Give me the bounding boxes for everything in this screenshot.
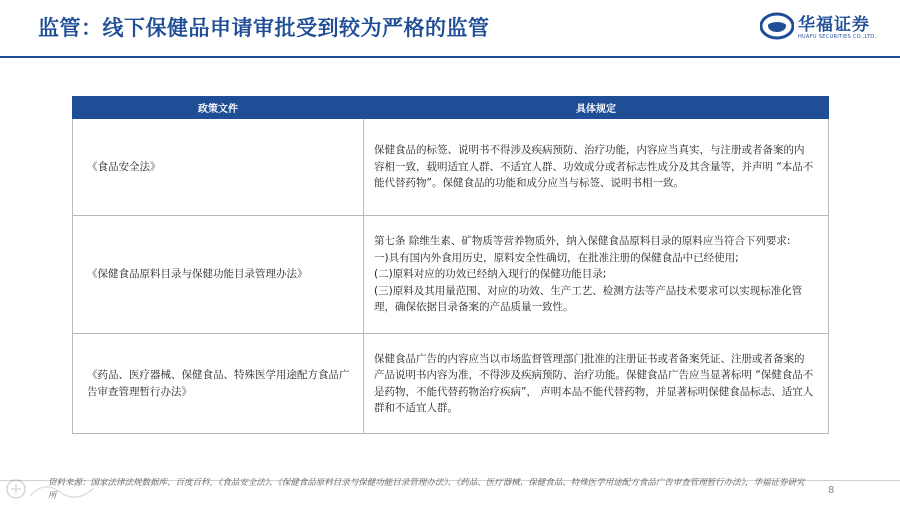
huafu-logo-icon	[760, 12, 794, 40]
source-note: 资料来源：国家法律法规数据库、百度百科，《食品安全法》、《保健食品原料目录与保健功能目录管理办法》、《药品、医疗器械、保健食品、特殊医学用途配方食品广告审查管理暂行办法》，华福证券研究所	[48, 478, 805, 501]
provision-text: 第七条 除维生素、矿物质等营养物质外，纳入保健食品原料目录的原料应当符合下列要求:	[374, 235, 791, 248]
policy-table	[72, 96, 829, 434]
policy-document-cell: 《药品、医疗器械、保健食品、特殊医学用途配方食品广告审查管理暂行办法》	[73, 334, 364, 434]
brand-name: 华福证券	[798, 15, 870, 35]
provision-cell	[364, 119, 829, 216]
provision-text: (二)原料对应的功效已经纳入现行的保健功能目录;	[374, 268, 607, 281]
page-title: 监管：线下保健品申请审批受到较为严格的监管	[38, 16, 490, 40]
provision-cell	[364, 334, 829, 434]
brand-logo	[760, 10, 888, 46]
provision-text: 一)具有国内外食用历史，原料安全性确切，在批准注册的保健食品中已经使用;	[374, 251, 739, 264]
policy-document-cell: 《保健食品原料目录与保健功能目录管理办法》	[73, 216, 364, 334]
title-divider	[0, 56, 900, 58]
provision-cell	[364, 216, 829, 334]
provision-text: (三)原料及其用量范围、对应的功效、生产工艺、检测方法等产品技术要求可以实现标准化管理，确保依据目录备案的产品质量一致性。	[374, 284, 803, 314]
header-policy-document: 政策文件	[73, 97, 364, 119]
table-header-row	[73, 97, 829, 119]
page-number: 8	[828, 485, 835, 496]
provision-text: 保健食品广告的内容应当以市场监督管理部门批准的注册证书或者备案凭证、注册或者备案的产品说明书内容为准，不得涉及疾病预防、治疗功能。保健食品广告应当显著标明 “保健食品不是药物，不能代替药物治疗疾病”， 声明本品不能代替药物，并显著标明保健食品标志、适宜人群和不适宜人群。	[374, 352, 814, 414]
header-specific-provisions: 具体规定	[364, 97, 829, 119]
table-row	[73, 334, 829, 434]
table-row	[73, 216, 829, 334]
table-row	[73, 119, 829, 216]
policy-document-cell: 《食品安全法》	[73, 119, 364, 216]
provision-text: 保健食品的标签、说明书不得涉及疾病预防、治疗功能，内容应当真实，与注册或者备案的内容相一致，载明适宜人群、不适宜人群、功效成分或者标志性成分及其含量等，并声明 “本品不能代替药物”。保健食品的功能和成分应当与标签、说明书相一致。	[374, 144, 814, 190]
brand-english-name: HUAFU SECURITIES CO.,LTD.	[798, 34, 877, 40]
